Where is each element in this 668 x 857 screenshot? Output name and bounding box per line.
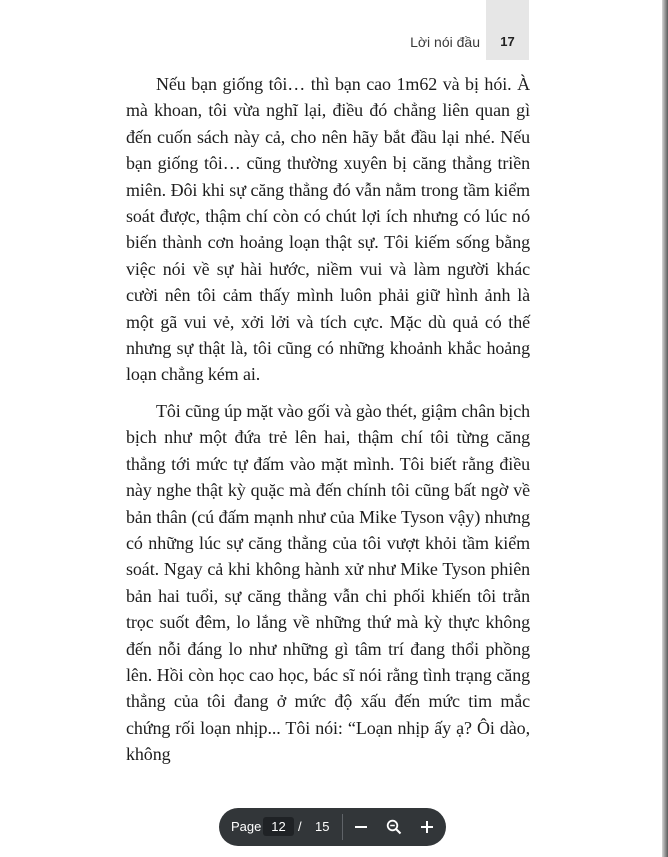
zoom-out-button[interactable] (348, 814, 374, 840)
body-text (126, 71, 530, 778)
page-number-input[interactable] (263, 817, 294, 836)
pdf-toolbar (219, 808, 446, 846)
plus-icon (420, 820, 434, 834)
zoom-button[interactable] (381, 814, 407, 840)
zoom-icon (386, 819, 402, 835)
page-number-tab (486, 0, 529, 60)
page-label: Page (231, 819, 262, 834)
paragraph: Tôi cũng úp mặt vào gối và gào thét, giậm chân bịch bịch như một đứa trẻ lên hai, thậm chí tôi từng căng thẳng tới mức tự đấm vào mặt mình. Tôi biết rằng điều này nghe thật kỳ quặc mà đến chính tôi cũng bất ngờ về bản thân (cú đấm mạnh như của Mike Tyson vậy) nhưng có những lúc sự căng thẳng của tôi vượt khỏi tầm kiểm soát. Ngay cả khi không hành xử như Mike Tyson phiên bản hai tuổi, sự căng thẳng vẫn chi phối khiến tôi trằn trọc suốt đêm, lo lắng về những thứ mà kỳ thực không đến nỗi đáng lo như những gì tâm trí đang thổi phồng lên. Hồi còn học cao học, bác sĩ nói rằng tình trạng căng thẳng của tôi đang ở mức độ xấu đến mức tim mắc chứng rối loạn nhịp... Tôi nói: “Loạn nhịp ấy ạ? Ôi dào, không (126, 400, 530, 765)
page-separator: / (298, 819, 302, 834)
toolbar-divider (342, 814, 343, 840)
minus-icon (354, 820, 368, 834)
viewer-edge (662, 0, 668, 857)
zoom-in-button[interactable] (414, 814, 440, 840)
total-pages: 15 (315, 819, 330, 834)
page-number: 17 (500, 34, 515, 49)
paragraph: Nếu bạn giống tôi… thì bạn cao 1m62 và bị hói. À mà khoan, tôi vừa nghĩ lại, điều đó chẳng liên quan gì đến cuốn sách này cả, cho nên hãy bắt đầu lại nhé. Nếu bạn giống tôi… cũng thường xuyên bị căng thẳng triền miên. Đôi khi sự căng thẳng đó vẫn nằm trong tầm kiểm soát được, thậm chí còn có chút lợi ích nhưng có lúc nó biến thành cơn hoảng loạn thật sự. Tôi kiếm sống bằng việc nói về sự hài hước, niềm vui và làm người khác cười nên tôi cảm thấy mình luôn phải giữ hình ảnh là một gã vui vẻ, xởi lởi và tích cực. Mặc dù quả có thế nhưng sự thật là, tôi cũng có những khoảnh khắc hoảng loạn chẳng kém ai. (126, 74, 530, 385)
running-header-title: Lời nói đầu (410, 34, 480, 50)
